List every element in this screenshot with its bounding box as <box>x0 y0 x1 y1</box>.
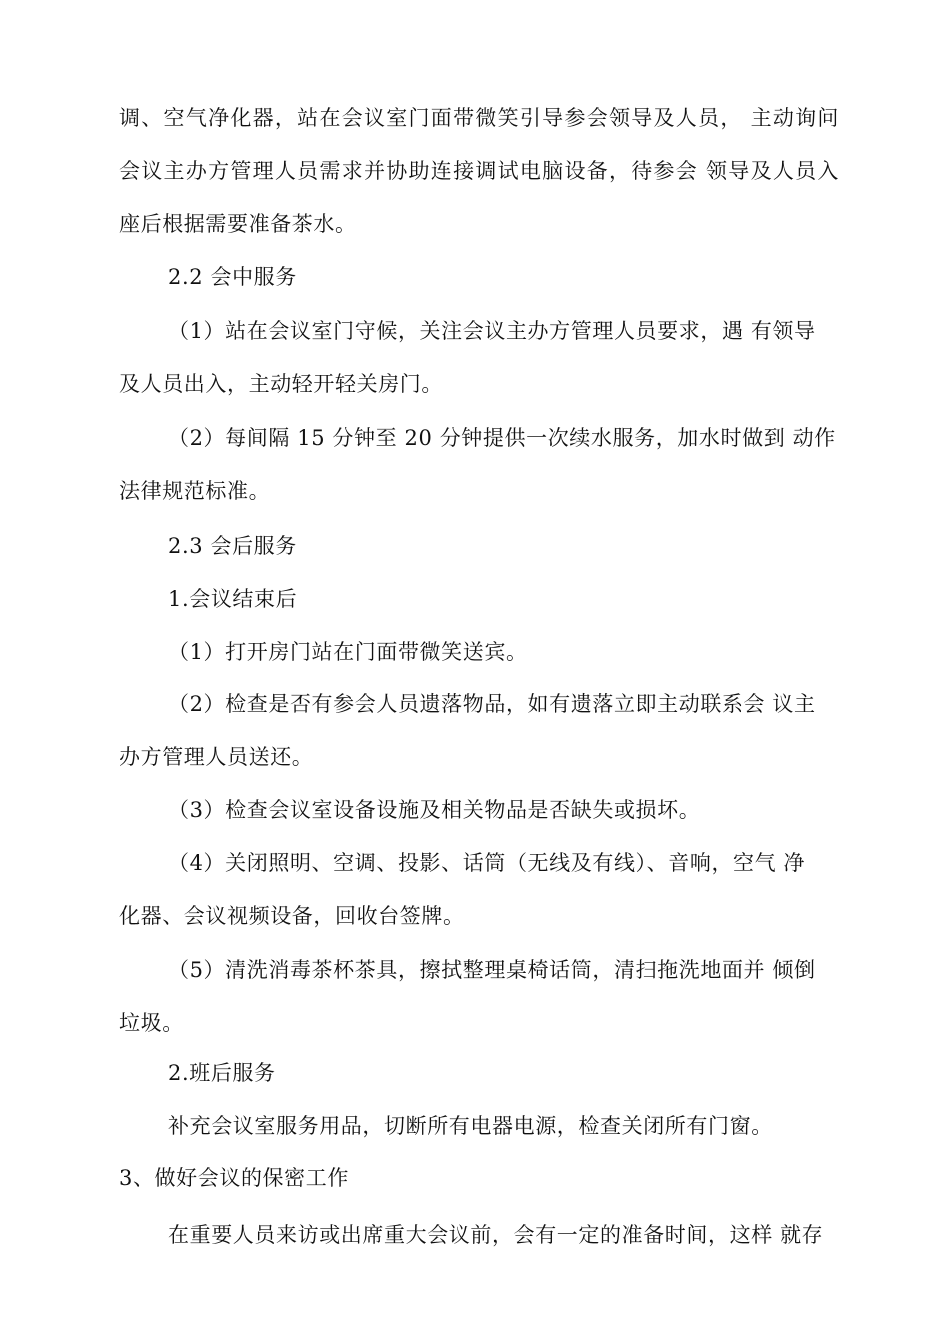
paragraph-line: 在重要人员来访或出席重大会议前，会有一定的准备时间，这样 就存 <box>168 1223 824 1247</box>
section-heading: 3、做好会议的保密工作 <box>119 1166 349 1190</box>
list-item-line: （3）检查会议室设备设施及相关物品是否缺失或损坏。 <box>168 798 701 822</box>
subsection-heading: 1.会议结束后 <box>168 587 298 611</box>
list-item-line: （1）打开房门站在门面带微笑送宾。 <box>168 640 528 664</box>
section-heading: 2.2 会中服务 <box>168 265 297 289</box>
list-item-line: （1）站在会议室门守候，关注会议主办方管理人员要求，遇 有领导 <box>168 319 816 343</box>
paragraph-line: 化器、会议视频设备，回收台签牌。 <box>119 904 465 928</box>
paragraph-line: 调、空气净化器，站在会议室门面带微笑引导参会领导及人员， 主动询问 <box>119 106 839 130</box>
subsection-heading: 2.班后服务 <box>168 1061 276 1085</box>
paragraph-line: 垃圾。 <box>119 1011 184 1035</box>
paragraph-line: 会议主办方管理人员需求并协助连接调试电脑设备，待参会 领导及人员入 <box>119 159 839 183</box>
list-item-line: （2）检查是否有参会人员遗落物品，如有遗落立即主动联系会 议主 <box>168 692 816 716</box>
paragraph-line: 及人员出入，主动轻开轻关房门。 <box>119 372 443 396</box>
paragraph-line: 补充会议室服务用品，切断所有电器电源，检查关闭所有门窗。 <box>168 1114 773 1138</box>
paragraph-line: 办方管理人员送还。 <box>119 745 314 769</box>
list-item-line: （4）关闭照明、空调、投影、话筒（无线及有线）、音响，空气 净 <box>168 851 806 875</box>
section-heading: 2.3 会后服务 <box>168 534 297 558</box>
paragraph-line: 法律规范标准。 <box>119 479 271 503</box>
paragraph-line: 座后根据需要准备茶水。 <box>119 212 357 236</box>
list-item-line: （5）清洗消毒茶杯茶具，擦拭整理桌椅话筒，清扫拖洗地面并 倾倒 <box>168 958 816 982</box>
list-item-line: （2）每间隔 15 分钟至 20 分钟提供一次续水服务，加水时做到 动作 <box>168 426 836 450</box>
